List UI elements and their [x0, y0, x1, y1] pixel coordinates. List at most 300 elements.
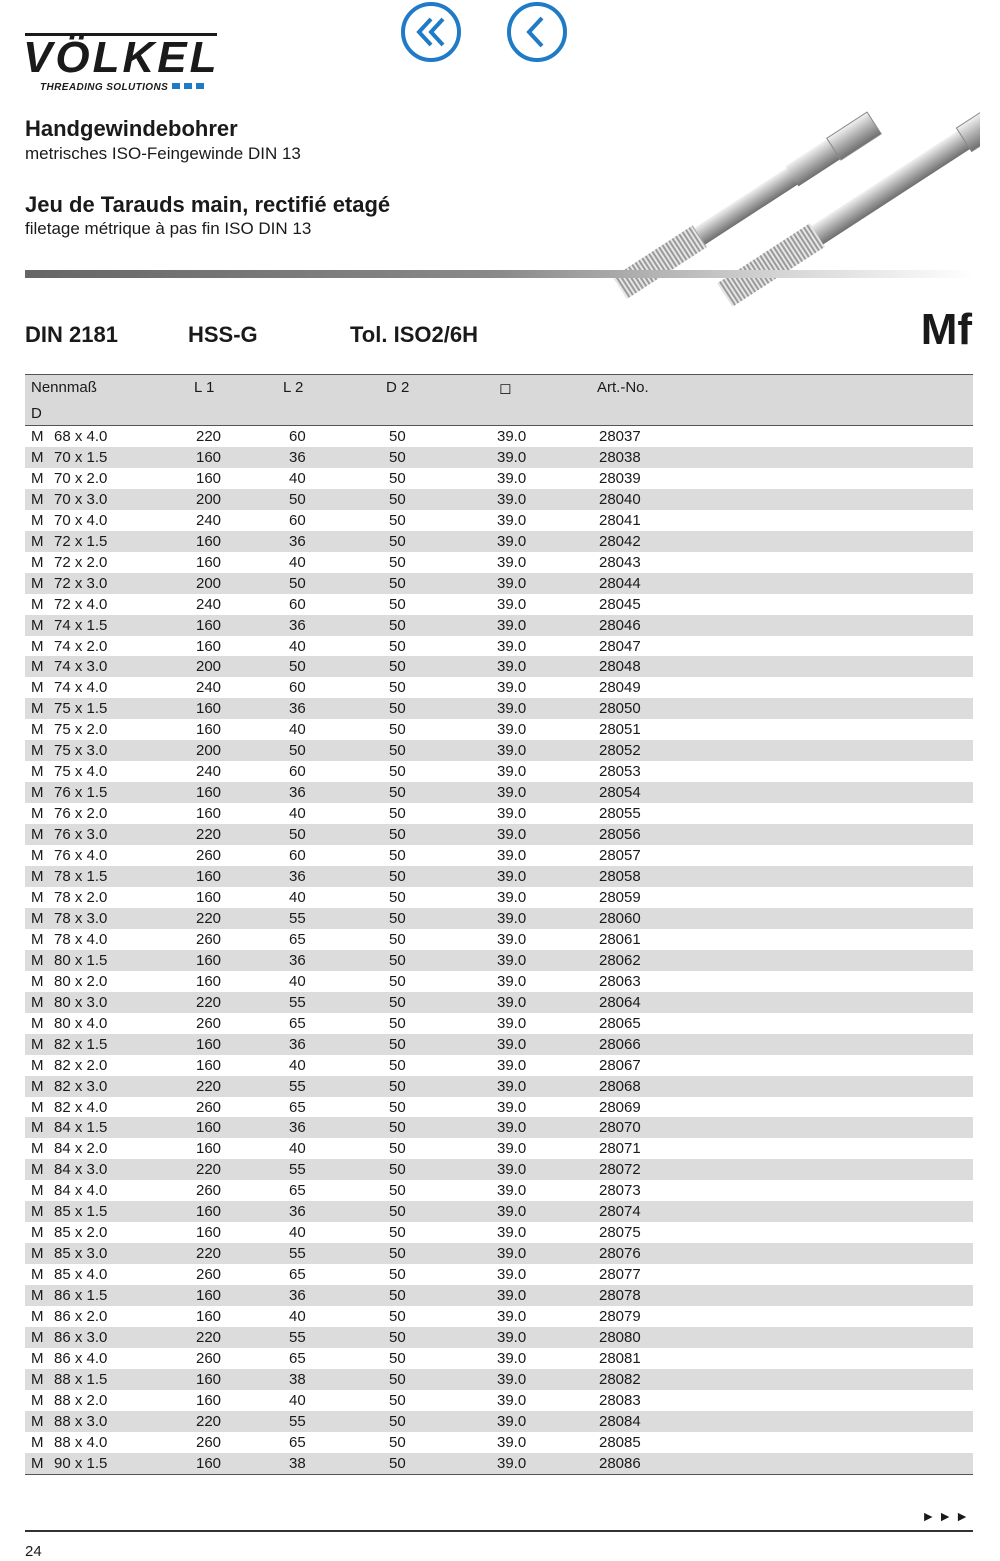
l1-value: 260 [196, 930, 222, 948]
nominal-size: 86 x 1.5 [54, 1287, 108, 1305]
table-row [25, 636, 973, 657]
article-number: 28052 [599, 742, 641, 760]
table-row [25, 1222, 973, 1243]
l2-value: 36 [289, 1203, 306, 1221]
header-d2: D 2 [386, 379, 410, 396]
d2-value: 50 [389, 679, 406, 697]
l2-value: 60 [289, 595, 306, 613]
table-row [25, 803, 973, 824]
table-row [25, 1076, 973, 1097]
nominal-size: 75 x 2.0 [54, 721, 108, 739]
table-row [25, 1327, 973, 1348]
table-row [25, 1369, 973, 1390]
nominal-size: 86 x 2.0 [54, 1308, 108, 1326]
table-row [25, 698, 973, 719]
nominal-size: 85 x 3.0 [54, 1245, 108, 1263]
table-row [25, 426, 973, 447]
l1-value: 200 [196, 658, 222, 676]
d2-value: 50 [389, 993, 406, 1011]
article-number: 28076 [599, 1245, 641, 1263]
square-value: 39.0 [497, 1266, 527, 1284]
d2-value: 50 [389, 490, 406, 508]
l1-value: 160 [196, 1370, 222, 1388]
thread-prefix: M [31, 721, 44, 739]
table-row [25, 552, 973, 573]
nominal-size: 82 x 1.5 [54, 1035, 108, 1053]
table-row [25, 656, 973, 677]
chevron-left-icon [511, 6, 563, 58]
table-row [25, 740, 973, 761]
thread-prefix: M [31, 616, 44, 634]
l2-value: 65 [289, 1349, 306, 1367]
d2-value: 50 [389, 1308, 406, 1326]
nominal-size: 84 x 1.5 [54, 1119, 108, 1137]
d2-value: 50 [389, 1370, 406, 1388]
thread-prefix: M [31, 428, 44, 445]
square-value: 39.0 [497, 574, 527, 592]
first-page-button[interactable] [401, 2, 461, 62]
thread-prefix: M [31, 972, 44, 990]
l2-value: 60 [289, 428, 306, 445]
header-nominal: Nennmaß [31, 379, 97, 396]
thread-prefix: M [31, 658, 44, 676]
nominal-size: 80 x 1.5 [54, 951, 108, 969]
table-row [25, 1013, 973, 1034]
article-number: 28082 [599, 1370, 641, 1388]
nominal-size: 70 x 1.5 [54, 448, 108, 466]
nominal-size: 80 x 4.0 [54, 1014, 108, 1032]
square-value: 39.0 [497, 868, 527, 886]
l1-value: 160 [196, 1140, 222, 1158]
table-row [25, 677, 973, 698]
l2-value: 40 [289, 1056, 306, 1074]
article-number: 28067 [599, 1056, 641, 1074]
d2-value: 50 [389, 1203, 406, 1221]
nominal-size: 76 x 2.0 [54, 805, 108, 823]
square-value: 39.0 [497, 847, 527, 865]
square-value: 39.0 [497, 1433, 527, 1451]
nominal-size: 85 x 2.0 [54, 1224, 108, 1242]
thread-prefix: M [31, 1077, 44, 1095]
article-number: 28083 [599, 1391, 641, 1409]
nominal-size: 82 x 3.0 [54, 1077, 108, 1095]
l2-value: 50 [289, 658, 306, 676]
nominal-size: 76 x 1.5 [54, 784, 108, 802]
d2-value: 50 [389, 1433, 406, 1451]
l2-value: 40 [289, 637, 306, 655]
square-value: 39.0 [497, 428, 527, 445]
nominal-size: 84 x 3.0 [54, 1161, 108, 1179]
square-value: 39.0 [497, 1056, 527, 1074]
l2-value: 36 [289, 784, 306, 802]
article-number: 28048 [599, 658, 641, 676]
l1-value: 220 [196, 1328, 222, 1346]
square-value: 39.0 [497, 1454, 527, 1472]
german-subtitle: metrisches ISO-Feingewinde DIN 13 [25, 144, 301, 163]
d2-value: 50 [389, 1245, 406, 1263]
l2-value: 40 [289, 1308, 306, 1326]
table-row [25, 447, 973, 468]
d2-value: 50 [389, 658, 406, 676]
thread-prefix: M [31, 1245, 44, 1263]
header-l2: L 2 [283, 379, 304, 396]
d2-value: 50 [389, 847, 406, 865]
thread-prefix: M [31, 1140, 44, 1158]
article-number: 28057 [599, 847, 641, 865]
square-value: 39.0 [497, 763, 527, 781]
d2-value: 50 [389, 1328, 406, 1346]
square-value: 39.0 [497, 826, 527, 844]
nominal-size: 86 x 4.0 [54, 1349, 108, 1367]
l2-value: 36 [289, 532, 306, 550]
square-value: 39.0 [497, 532, 527, 550]
table-row [25, 1117, 973, 1138]
thread-prefix: M [31, 679, 44, 697]
l2-value: 40 [289, 1391, 306, 1409]
d2-value: 50 [389, 721, 406, 739]
square-value: 39.0 [497, 1098, 527, 1116]
l1-value: 160 [196, 1308, 222, 1326]
brand-logo [25, 33, 225, 95]
l2-value: 60 [289, 679, 306, 697]
table-row [25, 510, 973, 531]
square-value: 39.0 [497, 805, 527, 823]
article-number: 28084 [599, 1412, 641, 1430]
thread-prefix: M [31, 1203, 44, 1221]
l2-value: 50 [289, 490, 306, 508]
nominal-size: 88 x 1.5 [54, 1370, 108, 1388]
header-l1: L 1 [194, 379, 215, 396]
thread-prefix: M [31, 532, 44, 550]
l1-value: 160 [196, 637, 222, 655]
d2-value: 50 [389, 428, 406, 445]
table-header [25, 374, 973, 426]
l1-value: 160 [196, 469, 222, 487]
l2-value: 36 [289, 448, 306, 466]
l1-value: 260 [196, 1014, 222, 1032]
nominal-size: 78 x 3.0 [54, 909, 108, 927]
d2-value: 50 [389, 637, 406, 655]
square-value: 39.0 [497, 679, 527, 697]
l1-value: 240 [196, 763, 222, 781]
thread-prefix: M [31, 1161, 44, 1179]
d2-value: 50 [389, 868, 406, 886]
l2-value: 50 [289, 574, 306, 592]
square-value: 39.0 [497, 658, 527, 676]
thread-prefix: M [31, 993, 44, 1011]
square-value: 39.0 [497, 700, 527, 718]
l1-value: 260 [196, 1098, 222, 1116]
footer-rule [25, 1530, 973, 1532]
thread-prefix: M [31, 1224, 44, 1242]
square-value: 39.0 [497, 1203, 527, 1221]
table-row [25, 1453, 973, 1474]
table-row [25, 594, 973, 615]
nominal-size: 78 x 4.0 [54, 930, 108, 948]
square-value: 39.0 [497, 993, 527, 1011]
l2-value: 60 [289, 763, 306, 781]
table-row [25, 992, 973, 1013]
nominal-size: 88 x 3.0 [54, 1412, 108, 1430]
table-row [25, 845, 973, 866]
thread-prefix: M [31, 1308, 44, 1326]
nominal-size: 84 x 4.0 [54, 1182, 108, 1200]
article-number: 28045 [599, 595, 641, 613]
square-value: 39.0 [497, 1140, 527, 1158]
article-number: 28063 [599, 972, 641, 990]
thread-prefix: M [31, 1119, 44, 1137]
thread-prefix: M [31, 490, 44, 508]
square-value: 39.0 [497, 595, 527, 613]
d2-value: 50 [389, 574, 406, 592]
d2-value: 50 [389, 1077, 406, 1095]
nominal-size: 74 x 4.0 [54, 679, 108, 697]
d2-value: 50 [389, 1454, 406, 1472]
l2-value: 36 [289, 868, 306, 886]
thread-prefix: M [31, 1370, 44, 1388]
l2-value: 55 [289, 993, 306, 1011]
article-number: 28077 [599, 1266, 641, 1284]
l1-value: 160 [196, 1035, 222, 1053]
thread-prefix: M [31, 1391, 44, 1409]
d2-value: 50 [389, 1098, 406, 1116]
l1-value: 160 [196, 1391, 222, 1409]
square-value: 39.0 [497, 469, 527, 487]
d2-value: 50 [389, 469, 406, 487]
l1-value: 160 [196, 700, 222, 718]
l2-value: 65 [289, 1266, 306, 1284]
l2-value: 36 [289, 1119, 306, 1137]
square-value: 39.0 [497, 784, 527, 802]
article-number: 28065 [599, 1014, 641, 1032]
l1-value: 160 [196, 448, 222, 466]
l1-value: 260 [196, 1182, 222, 1200]
nominal-size: 70 x 4.0 [54, 511, 108, 529]
article-number: 28069 [599, 1098, 641, 1116]
thread-prefix: M [31, 951, 44, 969]
l2-value: 50 [289, 742, 306, 760]
table-row [25, 615, 973, 636]
table-row [25, 1180, 973, 1201]
header-nominal-sub: D [31, 405, 42, 422]
nominal-size: 85 x 1.5 [54, 1203, 108, 1221]
article-number: 28085 [599, 1433, 641, 1451]
l2-value: 65 [289, 1433, 306, 1451]
article-number: 28047 [599, 637, 641, 655]
nominal-size: 88 x 2.0 [54, 1391, 108, 1409]
l1-value: 160 [196, 1224, 222, 1242]
l1-value: 160 [196, 1203, 222, 1221]
table-row [25, 929, 973, 950]
l2-value: 60 [289, 511, 306, 529]
nominal-size: 70 x 3.0 [54, 490, 108, 508]
l2-value: 36 [289, 700, 306, 718]
d2-value: 50 [389, 1182, 406, 1200]
article-number: 28078 [599, 1287, 641, 1305]
l2-value: 38 [289, 1454, 306, 1472]
article-number: 28073 [599, 1182, 641, 1200]
thread-prefix: M [31, 868, 44, 886]
article-number: 28064 [599, 993, 641, 1011]
section-divider [25, 270, 975, 278]
l1-value: 160 [196, 784, 222, 802]
l1-value: 160 [196, 972, 222, 990]
header-article-number: Art.-No. [597, 379, 649, 396]
table-row [25, 531, 973, 552]
l1-value: 220 [196, 993, 222, 1011]
l2-value: 40 [289, 805, 306, 823]
thread-prefix: M [31, 784, 44, 802]
article-number: 28039 [599, 469, 641, 487]
d2-value: 50 [389, 1035, 406, 1053]
table-row [25, 887, 973, 908]
nominal-size: 74 x 2.0 [54, 637, 108, 655]
logo-wordmark: VÖLKEL [23, 33, 220, 82]
d2-value: 50 [389, 532, 406, 550]
german-title: Handgewindebohrer [25, 116, 238, 141]
article-number: 28086 [599, 1454, 641, 1472]
table-row [25, 1159, 973, 1180]
d2-value: 50 [389, 553, 406, 571]
l2-value: 55 [289, 1161, 306, 1179]
table-row [25, 1097, 973, 1118]
article-number: 28056 [599, 826, 641, 844]
thread-prefix: M [31, 1098, 44, 1116]
thread-prefix: M [31, 553, 44, 571]
article-number: 28040 [599, 490, 641, 508]
square-value: 39.0 [497, 1245, 527, 1263]
l1-value: 220 [196, 826, 222, 844]
d2-value: 50 [389, 805, 406, 823]
nominal-size: 70 x 2.0 [54, 469, 108, 487]
d2-value: 50 [389, 595, 406, 613]
square-value: 39.0 [497, 1161, 527, 1179]
square-value: 39.0 [497, 1308, 527, 1326]
square-value: 39.0 [497, 490, 527, 508]
table-row [25, 782, 973, 803]
thread-prefix: M [31, 1433, 44, 1451]
article-number: 28070 [599, 1119, 641, 1137]
thread-prefix: M [31, 469, 44, 487]
tap-product-image [600, 100, 980, 315]
l2-value: 40 [289, 721, 306, 739]
square-value: 39.0 [497, 1370, 527, 1388]
l2-value: 55 [289, 1077, 306, 1095]
nominal-size: 75 x 4.0 [54, 763, 108, 781]
l2-value: 40 [289, 888, 306, 906]
square-value: 39.0 [497, 1287, 527, 1305]
l1-value: 200 [196, 742, 222, 760]
thread-prefix: M [31, 1454, 44, 1472]
square-value: 39.0 [497, 1328, 527, 1346]
article-number: 28068 [599, 1077, 641, 1095]
d2-value: 50 [389, 1161, 406, 1179]
table-row [25, 719, 973, 740]
l1-value: 200 [196, 574, 222, 592]
thread-prefix: M [31, 700, 44, 718]
thread-prefix: M [31, 805, 44, 823]
l1-value: 220 [196, 1161, 222, 1179]
nominal-size: 72 x 1.5 [54, 532, 108, 550]
din-standard: DIN 2181 [25, 322, 118, 347]
d2-value: 50 [389, 1140, 406, 1158]
page-number: 24 [25, 1543, 42, 1560]
next-page-arrows[interactable]: ►►► [921, 1508, 972, 1524]
table-row [25, 866, 973, 887]
table-row [25, 573, 973, 594]
l2-value: 60 [289, 847, 306, 865]
nominal-size: 78 x 1.5 [54, 868, 108, 886]
thread-prefix: M [31, 1035, 44, 1053]
nominal-size: 90 x 1.5 [54, 1454, 108, 1472]
article-number: 28058 [599, 868, 641, 886]
thread-prefix: M [31, 1182, 44, 1200]
previous-page-button[interactable] [507, 2, 567, 62]
table-row [25, 1285, 973, 1306]
nominal-size: 75 x 3.0 [54, 742, 108, 760]
square-value: 39.0 [497, 616, 527, 634]
square-value: 39.0 [497, 553, 527, 571]
article-number: 28053 [599, 763, 641, 781]
d2-value: 50 [389, 1224, 406, 1242]
nominal-size: 85 x 4.0 [54, 1266, 108, 1284]
l1-value: 220 [196, 909, 222, 927]
l2-value: 55 [289, 1328, 306, 1346]
thread-prefix: M [31, 742, 44, 760]
table-row [25, 1138, 973, 1159]
l1-value: 240 [196, 511, 222, 529]
l1-value: 160 [196, 805, 222, 823]
article-number: 28066 [599, 1035, 641, 1053]
l2-value: 40 [289, 1224, 306, 1242]
thread-prefix: M [31, 826, 44, 844]
thread-prefix: M [31, 574, 44, 592]
nominal-size: 80 x 2.0 [54, 972, 108, 990]
d2-value: 50 [389, 763, 406, 781]
square-value: 39.0 [497, 1349, 527, 1367]
article-number: 28049 [599, 679, 641, 697]
thread-prefix: M [31, 1056, 44, 1074]
square-value: 39.0 [497, 930, 527, 948]
table-body [25, 426, 973, 1474]
l1-value: 200 [196, 490, 222, 508]
square-value: 39.0 [497, 448, 527, 466]
l2-value: 65 [289, 1098, 306, 1116]
header-square-icon: ◻ [499, 380, 512, 397]
l1-value: 160 [196, 1454, 222, 1472]
french-subtitle: filetage métrique à pas fin ISO DIN 13 [25, 219, 312, 238]
l2-value: 40 [289, 553, 306, 571]
tolerance-class: Tol. ISO2/6H [350, 322, 478, 347]
thread-prefix: M [31, 763, 44, 781]
square-value: 39.0 [497, 909, 527, 927]
french-title: Jeu de Tarauds main, rectifié etagé [25, 192, 391, 217]
l2-value: 50 [289, 826, 306, 844]
l1-value: 260 [196, 847, 222, 865]
square-value: 39.0 [497, 972, 527, 990]
table-row [25, 908, 973, 929]
l2-value: 65 [289, 1182, 306, 1200]
article-number: 28037 [599, 428, 641, 445]
d2-value: 50 [389, 1014, 406, 1032]
thread-prefix: M [31, 909, 44, 927]
l2-value: 36 [289, 1287, 306, 1305]
nominal-size: 84 x 2.0 [54, 1140, 108, 1158]
square-value: 39.0 [497, 511, 527, 529]
l2-value: 55 [289, 1412, 306, 1430]
l1-value: 160 [196, 1119, 222, 1137]
table-row [25, 971, 973, 992]
